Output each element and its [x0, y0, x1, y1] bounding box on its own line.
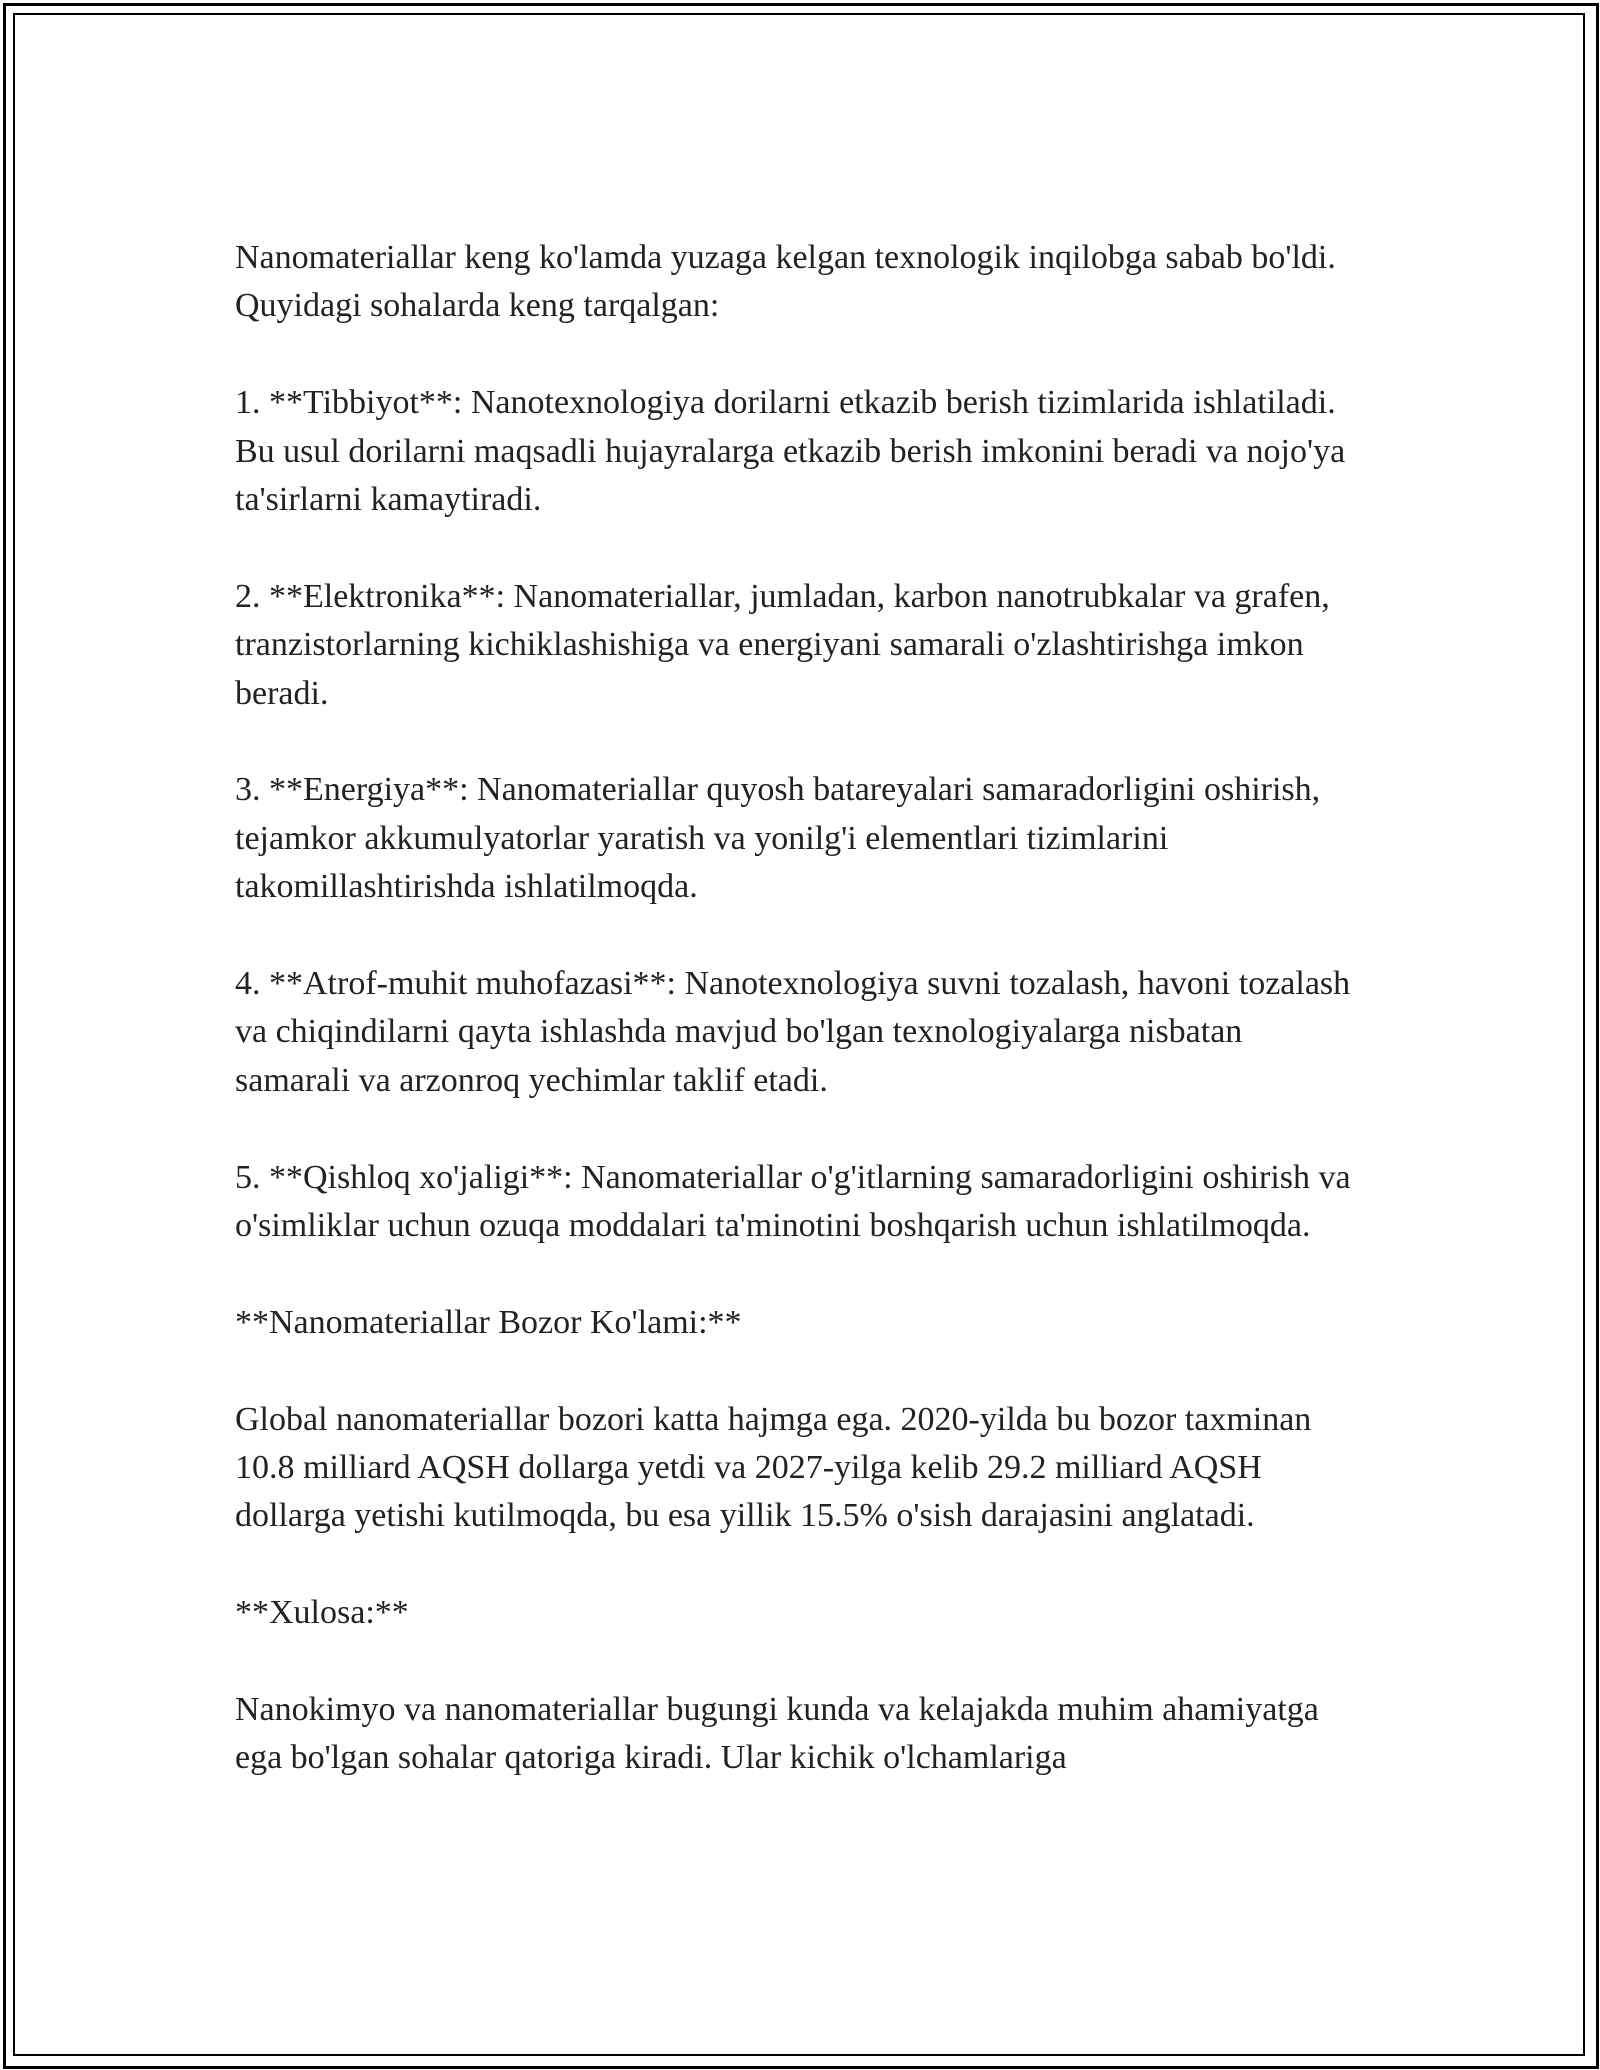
market-paragraph: Global nanomateriallar bozori katta hajmga ega. 2020-yilda bu bozor taxminan 10.8 milliard AQSH dollarga yetdi va 2027-yilga kelib 29.2 milliard AQSH dollarga yetishi kutilmoqda, bu esa yillik 15.5% o'sish darajasini anglatadi.	[235, 1400, 1312, 1535]
list-item-atrof-muhit: 4. **Atrof-muhit muhofazasi**: Nanotexnologiya suvni tozalash, havoni tozalash va chiqindilarni qayta ishlashda mavjud bo'lgan texnologiyalarga nisbatan samarali va arzonroq yechimlar taklif etadi.	[235, 965, 1351, 1099]
section-heading-bozor: **Nanomateriallar Bozor Ko'lami:**	[235, 1303, 742, 1341]
list-item-qishloq-xojaligi: 5. **Qishloq xo'jaligi**: Nanomateriallar o'g'itlarning samaradorligini oshirish va o'simliklar uchun ozuqa moddalari ta'minotini boshqarish uchun ishlatilmoqda.	[235, 1158, 1351, 1245]
list-item-tibbiyot: 1. **Tibbiyot**: Nanotexnologiya dorilarni etkazib berish tizimlarida ishlatiladi. Bu usul dorilarni maqsadli hujayralarga etkazib berish imkonini beradi va nojo'ya ta'sirlarni kamaytiradi.	[235, 384, 1346, 519]
list-item-elektronika: 2. **Elektronika**: Nanomateriallar, jumladan, karbon nanotrubkalar va grafen, tranzistorlarning kichiklashishiga va energiyani samarali o'zlashtirishga imkon beradi.	[235, 577, 1330, 712]
section-heading-xulosa: **Xulosa:**	[235, 1594, 409, 1632]
document-body	[235, 234, 1365, 1783]
conclusion-paragraph: Nanokimyo va nanomateriallar bugungi kunda va kelajakda muhim ahamiyatga ega bo'lgan sohalar qatoriga kiradi. Ular kichik o'lchamlariga	[235, 1691, 1319, 1777]
intro-paragraph: Nanomateriallar keng ko'lamda yuzaga kelgan texnologik inqilobga sabab bo'ldi. Quyidagi sohalarda keng tarqalgan:	[235, 239, 1336, 325]
list-item-energiya: 3. **Energiya**: Nanomateriallar quyosh batareyalari samaradorligini oshirish, tejamkor akkumulyatorlar yaratish va yonilg'i elementlari tizimlarini takomillashtirishda ishlatilmoqda.	[235, 771, 1321, 906]
